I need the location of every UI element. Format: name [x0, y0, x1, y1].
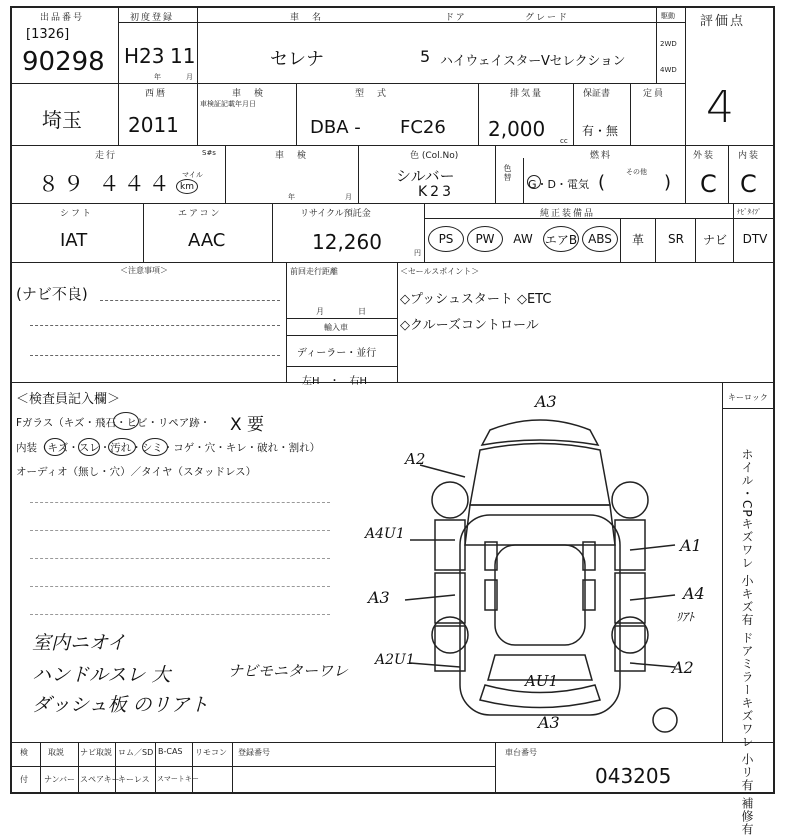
footer-label: キーレス — [118, 775, 150, 784]
inspection-line3: オーディオ（無し・穴）／タイヤ（スタッドレス） — [16, 466, 257, 478]
windshield — [465, 505, 615, 545]
col-divider — [478, 83, 479, 145]
odometer-label: 前回走行距離 — [290, 267, 338, 276]
first-reg-label: 初度登録 — [130, 13, 175, 23]
interior-value: C — [740, 170, 757, 198]
col-divider — [115, 742, 116, 794]
col-divider — [495, 145, 496, 203]
circle-mark — [108, 438, 136, 456]
sfe-label: S#s — [202, 149, 216, 157]
col-divider — [358, 145, 359, 203]
color-code: K23 — [418, 184, 454, 200]
col-divider — [656, 8, 657, 83]
lot-code: [1326] — [26, 27, 70, 42]
circle-mark — [78, 438, 100, 456]
import-dealer: ディーラー・並行 — [297, 348, 377, 359]
col-divider — [685, 8, 686, 145]
col-divider — [495, 742, 496, 794]
col-divider — [118, 8, 119, 83]
mileage-unit-km: km — [176, 179, 198, 194]
diagram-mark: A4 — [683, 584, 705, 603]
inspection-line1-mark: X 要 — [230, 415, 265, 435]
drive-2wd: 2WD — [660, 40, 677, 48]
box-rule — [286, 366, 397, 367]
equipment-item: AW — [513, 232, 533, 246]
fuel-g-circle — [527, 175, 541, 189]
circle-mark — [142, 438, 168, 456]
circle-mark — [44, 438, 66, 456]
inspection-line1: Fガラス（キズ・飛石・ヒビ・リペア跡・ — [16, 417, 211, 429]
month-mark: 月 — [186, 73, 193, 81]
recycle-label: リサイクル預託金 — [300, 209, 371, 219]
row-divider — [10, 262, 775, 263]
header-rule — [424, 218, 775, 219]
door-value: 5 — [420, 47, 431, 66]
dotted-rule — [30, 325, 280, 326]
grade-label: グレード — [525, 13, 570, 23]
mileage-label: 走行 — [95, 151, 118, 161]
exterior-value: C — [700, 170, 717, 198]
footer-label: 取説 — [48, 748, 64, 757]
type-prefix: DBA - — [310, 117, 361, 138]
hand-note-4: ナビモニターワレ — [228, 662, 349, 680]
equipment-item: ナビ — [702, 232, 727, 247]
capacity-label: 定員 — [643, 89, 666, 99]
inspection-line2: 内装（キズ・スレ・汚れ・シミ・コゲ・穴・キレ・破れ・割れ） — [16, 442, 321, 454]
score-label: 評価点 — [700, 14, 746, 29]
footer-label: B-CAS — [158, 747, 183, 756]
diagram-mark: A3 — [368, 588, 390, 607]
exterior-label: 外装 — [693, 151, 716, 161]
nav-type-label: ﾅﾋﾞﾀｲﾌﾟ — [737, 208, 762, 216]
front-bumper — [482, 420, 598, 445]
equipment-label: 純正装備品 — [540, 209, 596, 219]
row-divider — [10, 766, 495, 767]
displacement-label: 排気量 — [510, 89, 544, 99]
drive-label: 駆動 — [661, 12, 675, 20]
col-divider — [197, 8, 198, 83]
col-divider — [573, 83, 574, 145]
fuel-label: 燃料 — [590, 151, 613, 161]
dotted-rule — [30, 558, 330, 559]
col-divider — [40, 742, 41, 794]
footer-label: リモコン — [195, 748, 227, 757]
col-divider — [630, 83, 631, 145]
lot-number: 90298 — [22, 47, 105, 77]
col-divider — [225, 145, 226, 203]
drive-4wd: 4WD — [660, 66, 677, 74]
col-divider — [143, 203, 144, 262]
leader-line — [420, 465, 465, 477]
inspection-title: ＜検査員記入欄＞ — [16, 392, 121, 407]
model-year-value: 2011 — [128, 113, 179, 137]
col-divider — [722, 382, 723, 742]
leader-line — [630, 595, 675, 600]
equipment-item: エアB — [543, 226, 579, 252]
row-divider — [10, 203, 775, 204]
ac-value: AAC — [188, 230, 226, 251]
door-label: ドア — [445, 13, 467, 23]
recycle-value: 12,260 — [312, 230, 382, 254]
shift-value: IAT — [60, 230, 88, 251]
inspection-note: 車検証記載年月日 — [200, 100, 256, 108]
month-mark-2: 月 — [345, 193, 352, 201]
chassis-value: 043205 — [595, 764, 672, 788]
mileage-value: ８９ ４４４ — [38, 172, 174, 196]
wheel-front-right — [612, 482, 648, 518]
footer-label: ナビ取説 — [80, 748, 112, 757]
equipment-item: DTV — [742, 232, 768, 246]
warranty-value: 有・無 — [582, 124, 619, 138]
first-reg-month: 11 — [170, 44, 196, 68]
grade-value: ハイウェイスターVセレクション — [440, 54, 626, 69]
car-name-value: セレナ — [270, 49, 324, 70]
dotted-rule — [30, 530, 330, 531]
spare-wheel — [653, 708, 677, 732]
hand-note-1: 室内ニオイ — [32, 632, 127, 654]
caution-label: ＜注意事項＞ — [120, 266, 168, 275]
diagram-mark: A2U1 — [375, 652, 415, 668]
dotted-rule — [30, 614, 330, 615]
warranty-label: 保証書 — [583, 89, 611, 99]
diagram-mark: A2 — [405, 450, 426, 468]
col-divider — [197, 83, 198, 145]
inspection-label-2: 車 検 — [275, 151, 309, 161]
score-value: 4 — [706, 82, 734, 133]
displacement-unit: cc — [560, 137, 568, 145]
hood — [470, 444, 610, 506]
col-divider — [397, 262, 398, 382]
recycle-unit: 円 — [414, 249, 421, 257]
col-divider — [685, 145, 686, 203]
leader-line — [405, 595, 455, 600]
diagram-mark: A4U1 — [365, 526, 405, 542]
col-divider — [424, 203, 425, 262]
first-reg-value: H23 — [124, 44, 165, 68]
car-name-label: 車 名 — [290, 13, 324, 23]
col-divider — [655, 218, 656, 262]
col-divider — [523, 158, 524, 203]
diagram-mark: A3 — [538, 713, 560, 732]
wheel-front-left — [432, 482, 468, 518]
fuel-paren-close: ) — [664, 172, 672, 193]
box-rule — [286, 335, 397, 336]
color-label: 色 (Col.No) — [410, 151, 459, 161]
footer-label: ナンバー — [44, 775, 76, 784]
chassis-label: 車台番号 — [505, 748, 537, 757]
footer-label: ロム／SD — [118, 748, 154, 757]
dotted-rule — [100, 300, 280, 301]
mileage-unit-mile: マイル — [182, 171, 203, 179]
col-divider — [620, 218, 621, 262]
row-divider — [10, 382, 775, 383]
col-divider — [733, 203, 734, 262]
prefecture: 埼玉 — [42, 108, 82, 132]
diagram-mark: A2 — [672, 658, 694, 677]
col-divider — [272, 203, 273, 262]
import-side: 左H ・ 右H — [302, 376, 368, 387]
col-divider — [155, 742, 156, 794]
type-value: FC26 — [400, 117, 446, 138]
month-mark-3: 月 — [316, 307, 324, 316]
type-label: 型 式 — [355, 89, 389, 99]
shift-label: シフト — [60, 209, 94, 219]
hand-note-3: ダッシュ板 のリアト — [32, 694, 209, 716]
fuel-other: その他 — [626, 168, 647, 176]
leader-line — [630, 545, 675, 550]
fuel-value: G・D・電気 — [528, 178, 589, 191]
day-mark: 日 — [358, 307, 366, 316]
box-rule — [722, 408, 775, 409]
color-value: シルバー — [396, 167, 455, 185]
col-divider — [118, 83, 119, 145]
import-label: 輸入車 — [324, 323, 348, 332]
ac-label: エアコン — [178, 209, 222, 219]
key-lock-label: キーロック — [728, 393, 768, 402]
caution-value: (ナビ不良) — [16, 285, 88, 303]
header-rule — [118, 22, 685, 23]
sales-label: ＜セールスポイント＞ — [400, 267, 480, 276]
equipment-item: PW — [467, 226, 503, 252]
dotted-rule — [30, 355, 280, 356]
footer-label: 検 — [20, 748, 28, 757]
interior-label: 内装 — [738, 151, 761, 161]
fuel-paren-open: ( — [598, 172, 606, 193]
lot-label: 出品番号 — [40, 13, 85, 23]
footer-label: スマートキー — [157, 775, 199, 783]
row-divider — [10, 742, 775, 743]
side-notes: ホイル・CPキズワレ 小キズ有 ドアミラーキズワレ 小リ有 補修有 — [740, 448, 754, 836]
year-mark: 年 — [154, 73, 161, 81]
dotted-rule — [30, 586, 330, 587]
diagram-mark: A1 — [680, 536, 702, 555]
col-divider — [728, 145, 729, 203]
col-divider — [296, 83, 297, 145]
reg-label: 登録番号 — [238, 748, 270, 757]
displacement-value: 2,000 — [488, 117, 546, 141]
col-divider — [78, 742, 79, 794]
diagram-mark: A3 — [535, 392, 557, 411]
dotted-rule — [30, 502, 330, 503]
col-divider — [232, 742, 233, 794]
diagram-mark: AU1 — [525, 672, 559, 690]
sales-line1: ◇プッシュスタート ◇ETC — [400, 292, 552, 307]
color-change-label: 色替 — [503, 164, 512, 182]
box-rule — [286, 318, 397, 319]
footer-label: 付 — [20, 775, 28, 784]
col-divider — [192, 742, 193, 794]
roof — [495, 545, 585, 645]
hand-note-2: ハンドルスレ 大 — [32, 664, 171, 686]
year-mark-2: 年 — [288, 193, 295, 201]
model-year-label: 西暦 — [145, 89, 168, 99]
equipment-item: SR — [668, 232, 684, 246]
diagram-mark: ﾘｱﾄ — [676, 610, 695, 624]
col-divider — [695, 218, 696, 262]
col-divider — [286, 262, 287, 382]
inspection-label: 車 検 — [232, 89, 266, 99]
footer-label: スペアキー — [80, 775, 120, 784]
equipment-item: 革 — [631, 232, 644, 247]
circle-mark — [113, 412, 139, 430]
equipment-item: ABS — [582, 226, 618, 252]
leader-line — [630, 663, 675, 667]
sales-line2: ◇クルーズコントロール — [400, 318, 539, 333]
row-divider — [10, 83, 685, 84]
row-divider — [10, 145, 775, 146]
equipment-item: PS — [428, 226, 464, 252]
